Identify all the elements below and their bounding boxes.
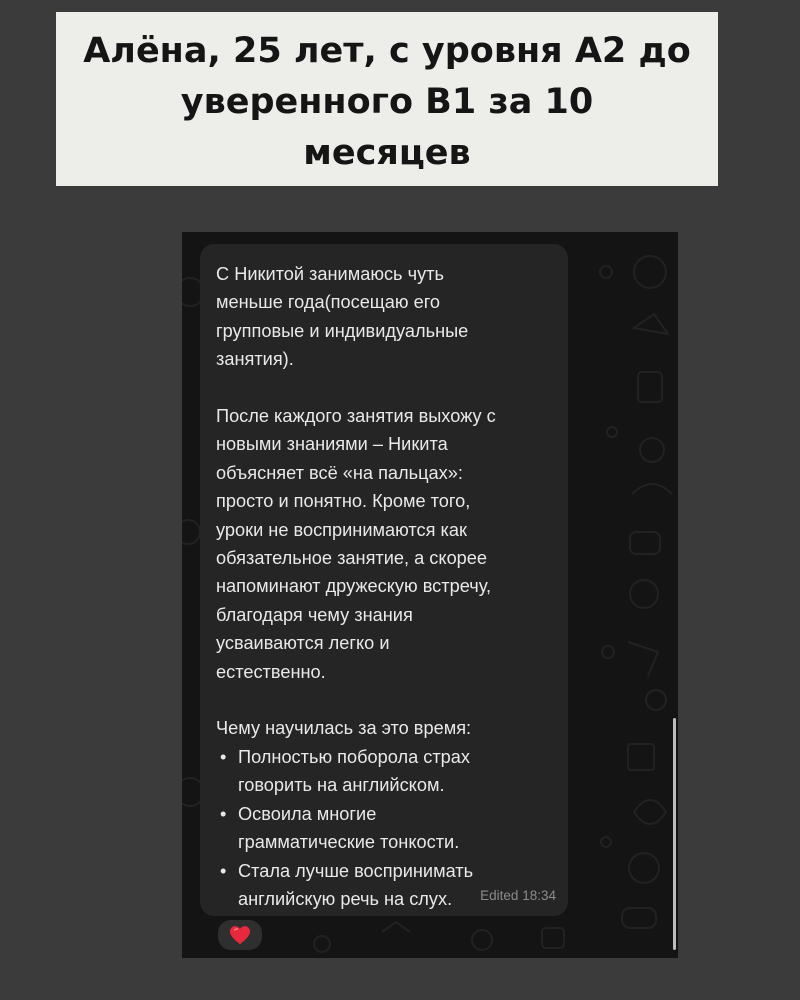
chat-screen[interactable] [182,232,678,958]
message-line: занятия). [216,349,294,370]
heart-icon [229,925,251,945]
message-line: уроки не воспринимаются как [216,519,467,540]
bullet-line: Полностью поборола страх [238,746,471,767]
reaction-badge[interactable] [216,918,264,952]
bullet-dot: • [220,803,227,824]
message-line: объясняет всё «на пальцах»: [216,462,463,483]
title-card [56,12,718,186]
bullet-line: Освоила многие [238,803,377,824]
message-line: После каждого занятия выхожу с [216,406,496,427]
message-line: Чему научилась за это время: [216,718,472,739]
message-line: С Никитой занимаюсь чуть [216,264,444,284]
message-line: благодаря чему знания [216,604,413,625]
message-line: групповые и индивидуальные [216,320,469,341]
title-line: месяцев [303,133,471,173]
bullet-item [216,743,552,800]
message-line: обязательное занятие, а скорее [216,548,488,569]
title-line: Алёна, 25 лет, с уровня А2 до [83,31,691,71]
message-line: естественно. [216,661,326,682]
message-line: новыми знаниями – Никита [216,434,448,455]
bullet-line: Стала лучше воспринимать [238,860,474,881]
bullet-line: говорить на английском. [238,775,445,796]
message-meta [480,882,556,910]
message-line: просто и понятно. Кроме того, [216,491,471,512]
message-paragraph [216,402,552,686]
title-line: уверенного В1 за 10 [180,82,594,122]
scrollbar[interactable] [673,718,676,950]
bullet-line: грамматические тонкости. [238,832,460,853]
message-line: меньше года(посещаю его [216,292,441,313]
message-paragraph [216,260,552,374]
message-bubble[interactable] [200,244,568,916]
message-line: усваиваются легко и [216,633,390,654]
bullet-dot: • [220,746,227,767]
message-paragraph [216,714,552,742]
bullet-item [216,800,552,857]
message-line: напоминают дружескую встречу, [216,576,492,597]
bullet-dot: • [220,860,227,881]
edited-label: Edited [480,887,519,903]
message-time: 18:34 [522,887,556,903]
bullet-line: английскую речь на слух. [238,888,453,909]
